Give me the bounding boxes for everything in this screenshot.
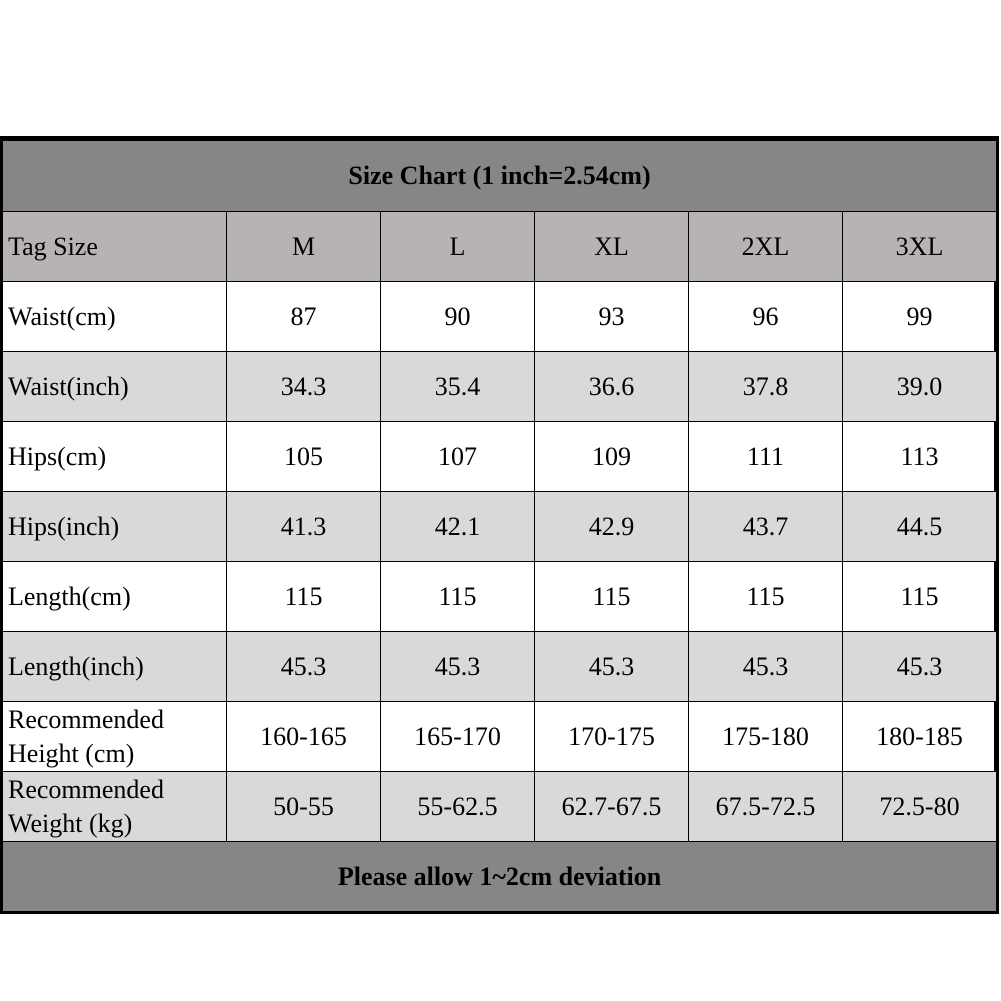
column-header: XL <box>535 212 689 282</box>
footer-row <box>3 842 997 912</box>
table-cell: 72.5-80 <box>843 772 997 842</box>
table-row <box>3 352 997 422</box>
column-header: 2XL <box>689 212 843 282</box>
table-cell: 115 <box>535 562 689 632</box>
table-cell: 36.6 <box>535 352 689 422</box>
table-cell: 37.8 <box>689 352 843 422</box>
row-label-line: Weight (kg) <box>8 808 133 838</box>
chart-title: Size Chart (1 inch=2.54cm) <box>3 141 997 212</box>
table-cell: 43.7 <box>689 492 843 562</box>
table-cell: 111 <box>689 422 843 492</box>
table-cell: 99 <box>843 282 997 352</box>
table-cell: 34.3 <box>227 352 381 422</box>
row-label: Hips(inch) <box>3 492 227 562</box>
table-cell: 109 <box>535 422 689 492</box>
row-label <box>3 772 227 842</box>
table-cell: 45.3 <box>535 632 689 702</box>
row-label: Hips(cm) <box>3 422 227 492</box>
table-cell: 55-62.5 <box>381 772 535 842</box>
table-row <box>3 282 997 352</box>
table-cell: 42.9 <box>535 492 689 562</box>
size-table <box>2 140 997 912</box>
table-cell: 107 <box>381 422 535 492</box>
row-label: Length(inch) <box>3 632 227 702</box>
table-cell: 45.3 <box>381 632 535 702</box>
row-label: Length(cm) <box>3 562 227 632</box>
table-row <box>3 562 997 632</box>
table-cell: 115 <box>843 562 997 632</box>
header-label: Tag Size <box>3 212 227 282</box>
table-cell: 45.3 <box>689 632 843 702</box>
row-label-line: Recommended <box>8 704 164 734</box>
table-cell: 50-55 <box>227 772 381 842</box>
row-label-line: Recommended <box>8 774 164 804</box>
table-cell: 45.3 <box>843 632 997 702</box>
table-cell: 175-180 <box>689 702 843 772</box>
table-cell: 115 <box>689 562 843 632</box>
table-cell: 93 <box>535 282 689 352</box>
table-cell: 90 <box>381 282 535 352</box>
column-header: L <box>381 212 535 282</box>
table-cell: 113 <box>843 422 997 492</box>
table-row <box>3 492 997 562</box>
table-cell: 160-165 <box>227 702 381 772</box>
table-cell: 35.4 <box>381 352 535 422</box>
table-row <box>3 632 997 702</box>
size-chart <box>0 136 999 914</box>
table-cell: 105 <box>227 422 381 492</box>
table-cell: 170-175 <box>535 702 689 772</box>
title-row <box>3 141 997 212</box>
chart-footer: Please allow 1~2cm deviation <box>3 842 997 912</box>
column-header: M <box>227 212 381 282</box>
table-cell: 115 <box>227 562 381 632</box>
table-cell: 96 <box>689 282 843 352</box>
table-row <box>3 422 997 492</box>
table-cell: 67.5-72.5 <box>689 772 843 842</box>
table-cell: 41.3 <box>227 492 381 562</box>
table-row <box>3 772 997 842</box>
table-cell: 45.3 <box>227 632 381 702</box>
row-label: Waist(cm) <box>3 282 227 352</box>
column-header: 3XL <box>843 212 997 282</box>
table-cell: 180-185 <box>843 702 997 772</box>
table-cell: 42.1 <box>381 492 535 562</box>
row-label-line: Height (cm) <box>8 738 135 768</box>
header-row <box>3 212 997 282</box>
table-cell: 165-170 <box>381 702 535 772</box>
table-row <box>3 702 997 772</box>
table-cell: 87 <box>227 282 381 352</box>
table-cell: 62.7-67.5 <box>535 772 689 842</box>
table-cell: 44.5 <box>843 492 997 562</box>
row-label: Waist(inch) <box>3 352 227 422</box>
table-cell: 115 <box>381 562 535 632</box>
row-label <box>3 702 227 772</box>
table-cell: 39.0 <box>843 352 997 422</box>
